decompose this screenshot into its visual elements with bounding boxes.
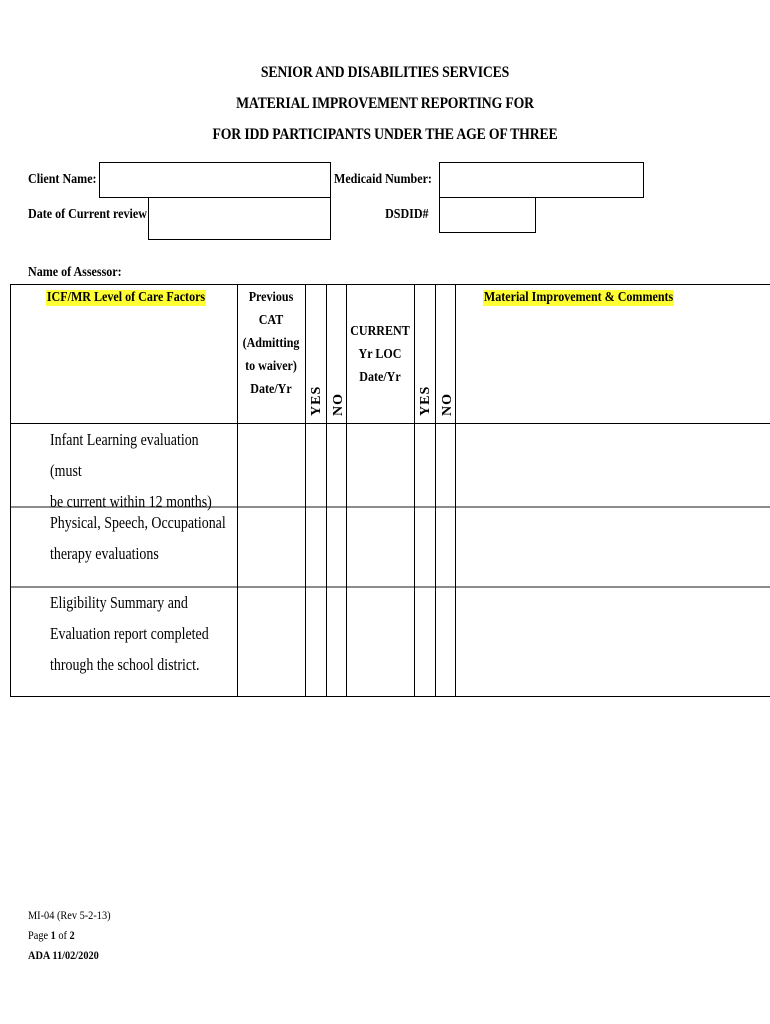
- header-line-3: FOR IDD PARTICIPANTS UNDER THE AGE OF THREE: [212, 126, 558, 143]
- date-review-field[interactable]: [148, 197, 331, 240]
- row-3-line-3: through the school district.: [50, 655, 200, 674]
- col-header-comments: [483, 288, 674, 306]
- table-row: [50, 587, 230, 680]
- col-header-previous-line-4: to waiver): [245, 359, 297, 374]
- col-header-previous-line-1: Previous: [248, 290, 294, 305]
- assessor-label: Name of Assessor:: [28, 265, 122, 280]
- col-header-current-line-1: CURRENT: [350, 324, 410, 339]
- form-id: MI-04 (Rev 5-2-13): [28, 908, 111, 922]
- page-number: 1: [50, 928, 56, 942]
- table-row: [50, 424, 230, 517]
- header-line-1: SENIOR AND DISABILITIES SERVICES: [260, 64, 510, 81]
- col-header-yes-2: YES: [418, 385, 433, 416]
- medicaid-number-field[interactable]: [439, 162, 644, 198]
- page-word: Page: [28, 928, 51, 942]
- row-1-line-2: be current within 12 months): [50, 492, 212, 511]
- table-row: [50, 507, 230, 569]
- dsdid-label: DSDID#: [385, 207, 429, 222]
- col-line-left: [10, 284, 11, 697]
- page-indicator: [28, 928, 75, 943]
- col-header-previous-line-5: Date/Yr: [250, 382, 292, 397]
- table-top-border: [10, 284, 770, 285]
- col-header-previous-line-3: (Admitting: [242, 336, 300, 351]
- row-3-line-1: Eligibility Summary and: [50, 593, 188, 612]
- ada-date: ADA 11/02/2020: [28, 948, 99, 962]
- dsdid-field[interactable]: [439, 197, 536, 233]
- header-line-2: MATERIAL IMPROVEMENT REPORTING FOR: [236, 95, 534, 112]
- col-header-factors: [46, 288, 206, 306]
- row-1-line-1: Infant Learning evaluation (must: [50, 430, 199, 480]
- row-2-line-2: therapy evaluations: [50, 544, 159, 563]
- col-header-no: NO: [331, 393, 346, 416]
- col-line-no2: [435, 284, 436, 697]
- col-line-no: [326, 284, 327, 697]
- client-name-field[interactable]: [99, 162, 331, 198]
- row-2-line-1: Physical, Speech, Occupational: [50, 513, 226, 532]
- col-header-current-line-3: Date/Yr: [359, 370, 401, 385]
- col-header-previous: [236, 286, 307, 401]
- col-header-current-line-2: Yr LOC: [358, 347, 402, 362]
- page-of: of: [55, 928, 70, 942]
- col-header-current: [346, 320, 415, 389]
- col-header-no-2: NO: [440, 393, 455, 416]
- date-review-label: Date of Current review: [28, 207, 147, 222]
- table-bottom-border: [10, 696, 770, 697]
- col-header-previous-line-2: CAT: [258, 313, 284, 328]
- col-header-comments-text: Material Improvement & Comments: [483, 290, 674, 305]
- client-name-label: Client Name:: [28, 172, 97, 187]
- col-header-yes: YES: [309, 385, 324, 416]
- col-header-factors-text: ICF/MR Level of Care Factors: [46, 290, 206, 305]
- medicaid-number-label: Medicaid Number:: [334, 172, 432, 187]
- col-line-comments: [455, 284, 456, 697]
- row-3-line-2: Evaluation report completed: [50, 624, 209, 643]
- page-total: 2: [69, 928, 75, 942]
